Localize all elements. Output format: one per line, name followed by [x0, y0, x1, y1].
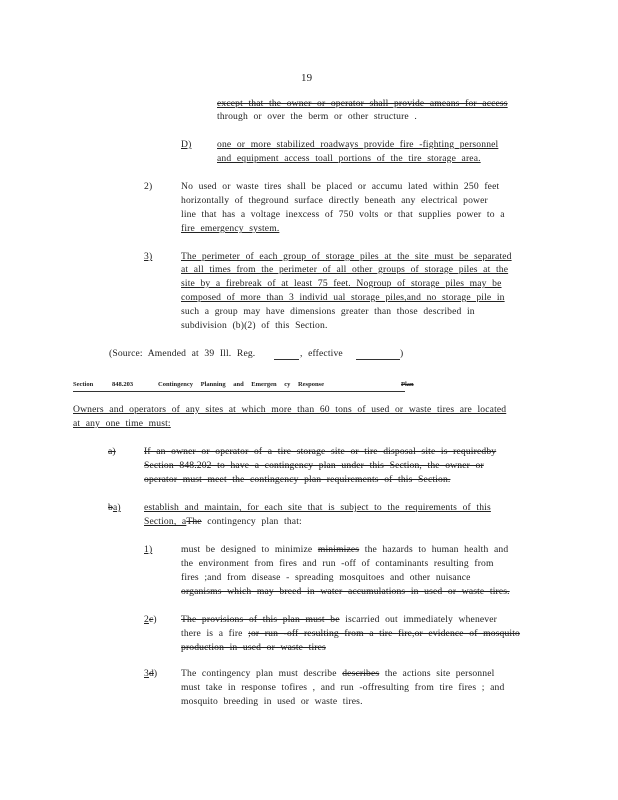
sub-2-line-1 [181, 614, 497, 626]
sub-2-line-1-rest: iscarried out immediately whenever [345, 614, 498, 625]
item-b-label-new: a) [112, 502, 121, 513]
item-3-line-2: at all times from the perimeter of all other groups of storage piles at the [181, 264, 509, 275]
intro-line-1: Owners and operators of any sites at which more than 60 tons of used or waste tires are located [73, 404, 507, 415]
sub-3-line-1-struck: describes [342, 668, 380, 679]
item-c-continued-line-2: through or over the berm or other structure . [217, 111, 417, 122]
intro-line-2: at any one time must: [73, 418, 171, 429]
source-note-suffix: ) [400, 348, 404, 359]
sub-3-line-2: must take in response tofires , and run -offresulting from tire fires ; and [181, 682, 505, 693]
sub-3-label-paren: ) [153, 668, 158, 679]
item-d-line-1: one or more stabilized roadways provide fire -fighting personnel [217, 139, 499, 150]
item-2-line-2: horizontally of theground surface directly beneath any electrical power [181, 195, 488, 206]
item-b-line-2-struck: The [186, 516, 202, 527]
sub-3-line-1-a: The contingency plan must describe [181, 668, 337, 679]
item-3-line-1: The perimeter of each group of storage piles at the site must be separated [181, 251, 512, 262]
item-2-label: 2) [144, 181, 153, 192]
sub-1-label: 1) [144, 544, 153, 555]
sub-2-label [144, 614, 157, 626]
sub-1-line-1 [181, 544, 508, 556]
item-3-line-4: composed of more than 3 individ ual storage piles,and no storage pile in [181, 292, 505, 303]
sub-3-label-struck: d [148, 668, 154, 679]
sub-3-line-1-c: the actions site personnel [384, 668, 495, 679]
section-heading-label: Section [73, 381, 94, 388]
section-heading-title-struck: Plan [401, 381, 414, 388]
sub-2-line-2 [181, 628, 520, 640]
sub-3-line-1 [181, 668, 494, 680]
page-number: 19 [301, 72, 313, 84]
sub-2-label-struck: c [148, 614, 154, 625]
item-a-line-3: operator must meet the contingency plan requirements of this Section. [144, 474, 451, 485]
sub-2-label-paren: ) [153, 614, 157, 625]
sub-1-line-1-a: must be designed to minimize [181, 544, 313, 555]
sub-1-line-2: the environment from fires and run -off of contaminants resulting from [181, 558, 494, 569]
sub-1-line-3: fires ;and from disease - spreading mosquitoes and other nuisance [181, 572, 471, 583]
item-b-line-1: establish and maintain, for each site that is subject to the requirements of this [144, 502, 491, 513]
item-a-label: a) [108, 446, 116, 457]
item-3-line-5: such a group may have dimensions greater than those described in [181, 306, 475, 317]
sub-2-line-2-a: there is a fire [181, 628, 243, 639]
section-heading-rule [73, 391, 405, 392]
item-a-line-1: If an owner or operator of a tire storage site or tire disposal site is requiredby [144, 446, 497, 457]
item-b-line-2 [144, 516, 302, 528]
source-note-middle: , effective [300, 348, 343, 359]
item-d-label: D) [181, 139, 192, 150]
section-heading-number: 848.203 [112, 381, 134, 388]
item-3-line-6: subdivision (b)(2) of this Section. [181, 320, 328, 331]
item-2-line-3: line that has a voltage inexcess of 750 volts or that supplies power to a [181, 209, 505, 220]
source-note-reg-blank [274, 359, 299, 360]
sub-1-line-1-struck: minimizes [317, 544, 360, 555]
item-a-line-2: Section 848.202 to have a contingency plan under this Section, the owner or [144, 460, 484, 471]
sub-1-line-1-c: the hazards to human health and [364, 544, 509, 555]
source-note-date-blank [356, 359, 400, 360]
item-b-line-2-rest: contingency plan that: [207, 516, 302, 527]
item-2-line-4: fire emergency system. [181, 223, 280, 234]
sub-3-line-3: mosquito breeding in used or waste tires. [181, 696, 363, 707]
sub-2-line-2-struck: ;or run -off resulting from a tire fire,or evidence of mosquito [248, 628, 521, 639]
item-b-line-2-new: Section, a [144, 516, 187, 527]
sub-2-line-1-struck: The provisions of this plan must be [181, 614, 340, 625]
item-2-line-1: No used or waste tires shall be placed or accumu lated within 250 feet [181, 181, 500, 192]
sub-2-label-new: 2 [144, 614, 149, 625]
item-c-continued-line-1: except that the owner or operator shall provide ameans for access [217, 98, 508, 109]
sub-2-line-3: production in used or waste tires [181, 642, 326, 653]
sub-1-line-4: organisms which may breed in water accumulations in used or waste tires. [181, 586, 510, 597]
item-3-label: 3) [144, 251, 153, 262]
item-b-label [108, 502, 121, 514]
sub-3-label [144, 668, 157, 680]
section-heading-title: Contingency Planning and Emergen cy Response [158, 381, 324, 388]
item-d-line-2: and equipment access toall portions of the tire storage area. [217, 153, 481, 164]
sub-3-label-new: 3 [144, 668, 149, 679]
item-3-line-3: site by a firebreak of at least 75 feet. Nogroup of storage piles may be [181, 278, 502, 289]
source-note-prefix: (Source: Amended at 39 Ill. Reg. [109, 348, 256, 359]
item-b-label-struck: b [108, 502, 113, 513]
